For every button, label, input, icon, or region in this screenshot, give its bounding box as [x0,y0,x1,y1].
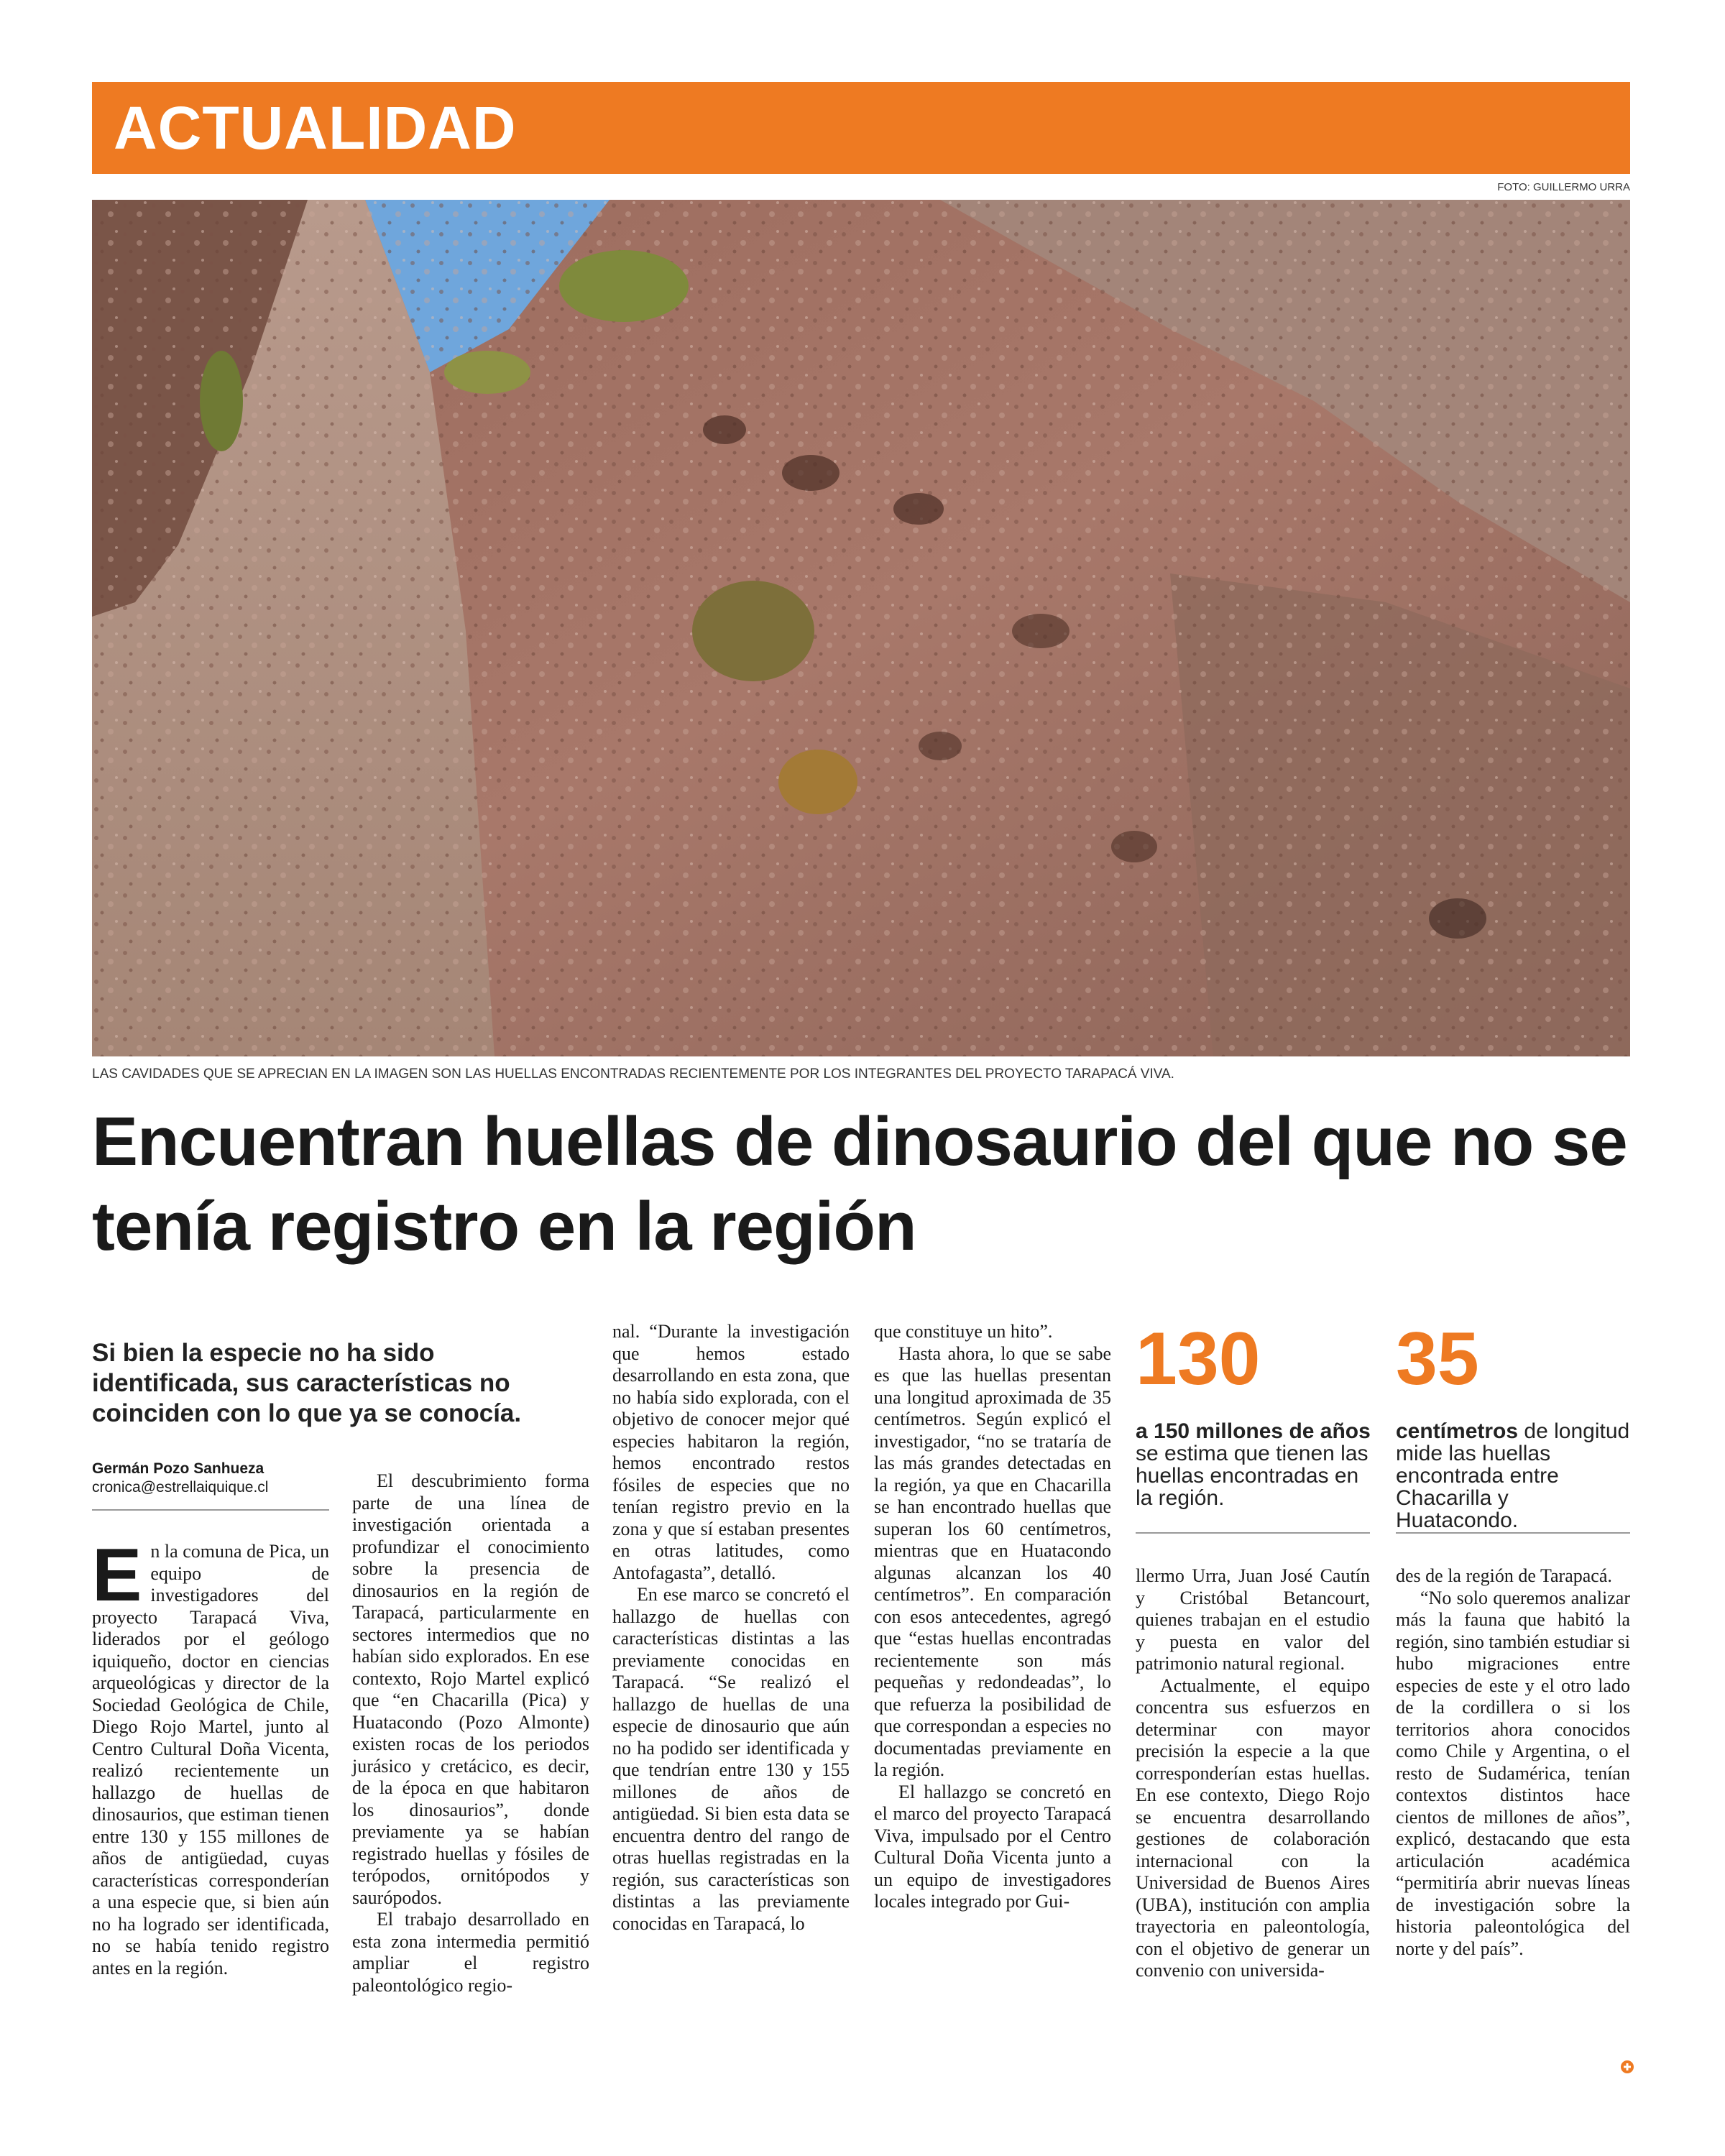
stat-number-130: 130 [1136,1317,1261,1401]
stats-rule-2 [1396,1532,1630,1534]
deck: Si bien la especie no ha sido identificada, sus características no coinciden con lo que ya se conocía. [92,1339,522,1427]
body-paragraph: El trabajo desarrollado en esta zona intermedia permitió ampliar el registro paleontológico regio- [352,1909,589,1996]
body-paragraph: “No solo queremos analizar más la fauna que habitó la región, sino también estudiar si hubo migraciones entre especies de este y el otro lado de la cordillera o si los territorios ahora conocidos como Chile y Argentina, o el resto de Sudamérica, tenían contextos distintos hace cientos de millones de años”, explicó, destacando que esta articulación académica “permitiría abrir nuevas líneas de investigación sobre la historia paleontológica del norte y del país”. [1396,1587,1630,1959]
body-paragraph: Actualmente, el equipo concentra sus esfuerzos en determinar con mayor precisión la especie a la que corresponderían estas huellas. En ese contexto, Diego Rojo se encuentra desarrollando gestiones de colaboración internacional con la Universidad de Buenos Aires (UBA), institución con amplia trayectoria en paleontología, con el objetivo de generar un convenio con universida- [1136,1674,1370,1981]
body-column-6 [1396,1565,1630,1960]
stat-text-35: centímetros de longitud mide las huellas encontrada entre Chacarilla y Huatacondo. [1396,1419,1630,1532]
body-paragraph: En la comuna de Pica, un equipo de investigadores del proyecto Tarapacá Viva, liderados por el geólogo iquiqueño, doctor en ciencias arqueológicas y director de la Sociedad Geológica de Chile, Diego Rojo Martel, junto al Centro Cultural Doña Vicenta, realizó recientemente un hallazgo de huellas de dinosaurios, que estiman tienen entre 130 y 155 millones de años de antigüedad, cuyas características corresponderían a una especie que, si bien aún no ha logrado ser identificada, no se había tenido registro antes en la región. [92,1534,329,1978]
body-paragraph: nal. “Durante la investigación que hemos estado desarrollando en esta zona, que no había sido explorada, con el objetivo de conocer mejor qué especies habitaron la región, hemos encontrado restos fósiles de especies que no tenían registro previo en la zona y que sí estaban presentes en otras latitudes, como Antofagasta”, detalló. [612,1321,850,1583]
byline-name: Germán Pozo Sanhueza [92,1460,264,1477]
headline: Encuentran huellas de dinosaurio del que no se tenía registro en la región [92,1103,1627,1265]
photo-credit: FOTO: GUILLERMO URRA [1497,181,1630,193]
byline-rule [92,1509,329,1511]
photo-caption: LAS CAVIDADES QUE SE APRECIAN EN LA IMAGEN SON LAS HUELLAS ENCONTRADAS RECIENTEMENTE POR LOS INTEGRANTES DEL PROYECTO TARAPACÁ VIVA. [92,1067,1174,1082]
body-paragraph: que constituye un hito”. [874,1321,1053,1342]
body-column-5 [1136,1565,1370,1982]
body-paragraph: El descubrimiento forma parte de una línea de investigación orientada a profundizar el conocimiento sobre la presencia de dinosaurios en la región de Tarapacá, particularmente en sectores intermedios que no habían sido explorados. En ese contexto, Rojo Martel explicó que “en Chacarilla (Pica) y Huatacondo (Pozo Almonte) existen rocas de los periodos jurásico y cretácico, es decir, de la época en que habitaron los dinosaurios”, donde previamente ya se habían registrado huellas y fósiles de terópodos, ornitópodos y saurópodos. [352,1470,589,1908]
main-photo [92,200,1630,1056]
end-mark-icon [1620,2060,1634,2074]
body-column-4 [874,1321,1111,1913]
body-column-2 [352,1470,589,1996]
body-column-3 [612,1321,850,1935]
body-paragraph: des de la región de Tarapacá. [1396,1565,1612,1586]
body-paragraph: llermo Urra, Juan José Cautín y Cristóbal Betancourt, quienes trabajan en el estudio y puesta en valor del patrimonio natural regional. [1136,1565,1370,1674]
body-paragraph: El hallazgo se concretó en el marco del proyecto Tarapacá Viva, impulsado por el Centro Cultural Doña Vicenta junto a un equipo de investigadores locales integrado por Gui- [874,1781,1111,1912]
stat-number-35: 35 [1396,1317,1479,1401]
body-paragraph: En ese marco se concretó el hallazgo de huellas con características distintas a las previamente conocidas en Tarapacá. “Se realizó el hallazgo de huellas de una especie de dinosaurio que aún no ha podido ser identificada y que tendrían entre 130 y 155 millones de años de antigüedad. Si bien esta data se encuentra dentro del rango de otras huellas registradas en la región, sus características son distintas a las previamente conocidas en Tarapacá, lo [612,1584,850,1934]
byline-email[interactable]: cronica@estrellaiquique.cl [92,1479,269,1496]
body-paragraph: Hasta ahora, lo que se sabe es que las huellas presentan una longitud aproximada de 35 centímetros. Según explicó el investigador, “no se trataría de las más grandes detectadas en la región, ya que en Chacarilla se han encontrado huellas que superan los 60 centímetros, mientras que en Huatacondo algunas alcanzan los 40 centímetros”. En comparación con esos antecedentes, agregó que “estas huellas encontradas recientemente son más pequeñas y redondeadas”, lo que refuerza la posibilidad de que correspondan a especies no documentadas previamente en la región. [874,1342,1111,1780]
dropcap: E [92,1534,142,1617]
stats-rule-1 [1136,1532,1370,1534]
stat-text-130: a 150 millones de años se estima que tienen las huellas encontradas en la región. [1136,1419,1371,1510]
body-column-1 [92,1534,329,1979]
section-header: ACTUALIDAD [92,82,1630,174]
